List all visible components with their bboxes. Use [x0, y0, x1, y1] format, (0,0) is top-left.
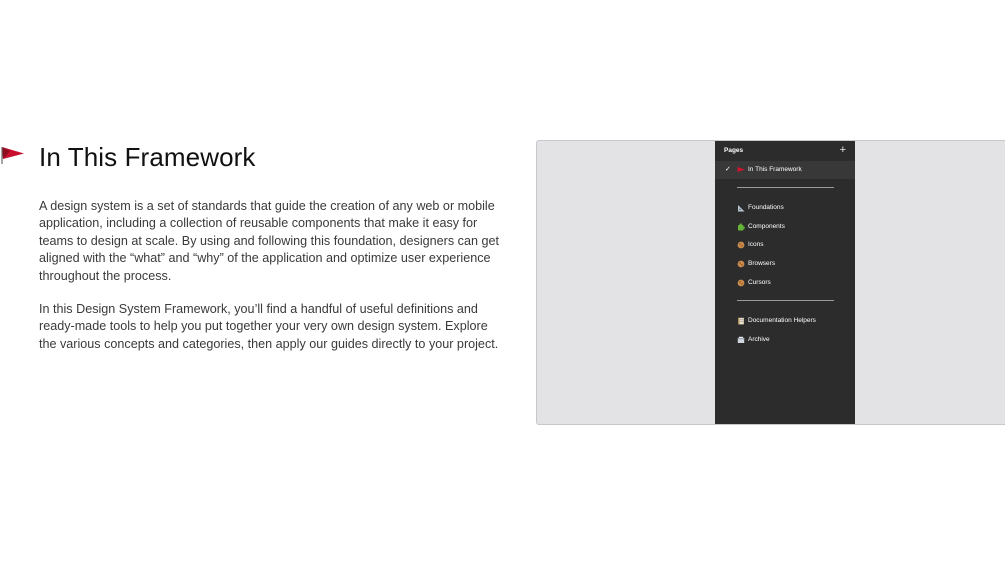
page-item-in-this-framework[interactable] [715, 161, 855, 179]
puzzle-piece-icon [737, 223, 745, 231]
page-item-label: Cursors [748, 279, 771, 286]
check-icon: ✓ [725, 166, 731, 173]
page-item-label: Archive [748, 336, 770, 343]
pages-panel-header [715, 141, 855, 161]
pages-title: Pages [724, 147, 744, 154]
add-page-button[interactable]: + [839, 144, 846, 156]
pages-panel-preview [536, 140, 1005, 425]
page-title: In This Framework [39, 142, 256, 172]
page-item-foundations[interactable] [715, 199, 855, 217]
page-item-components[interactable] [715, 218, 855, 236]
cookie-icon [737, 279, 745, 287]
cookie-icon [737, 260, 745, 268]
page-item-label: In This Framework [748, 166, 802, 173]
notebook-icon [737, 317, 745, 325]
page-item-icons[interactable] [715, 236, 855, 254]
card-box-icon [737, 336, 745, 344]
page-item-cursors[interactable] [715, 274, 855, 292]
page-item-label: Icons [748, 241, 764, 248]
page-item-archive[interactable] [715, 331, 855, 349]
page-item-label: Documentation Helpers [748, 317, 816, 324]
pages-panel [715, 141, 855, 424]
triangular-ruler-icon [737, 204, 745, 212]
page-item-browsers[interactable] [715, 255, 855, 273]
page-item-documentation-helpers[interactable] [715, 312, 855, 330]
divider [737, 187, 834, 188]
intro-paragraph: A design system is a set of standards that guide the creation of any web or mobile application, including a collection of reusable components that make it easy for teams to design at scale. By using and following this foundation, designers can get aligned with the “what” and “why” of the application and optimize user experience throughout the process. [39, 199, 499, 283]
cookie-icon [737, 241, 745, 249]
page-item-label: Foundations [748, 204, 784, 211]
page-item-label: Browsers [748, 260, 776, 267]
red-flag-icon [0, 146, 24, 164]
page-item-label: Components [748, 223, 785, 230]
framework-paragraph: In this Design System Framework, you’ll find a handful of useful definitions and ready-made tools to help you put together your very own design system. Explore the various concepts and categories, then apply our guides directly to your project. [39, 302, 499, 351]
red-flag-icon [737, 166, 745, 174]
divider [737, 300, 834, 301]
